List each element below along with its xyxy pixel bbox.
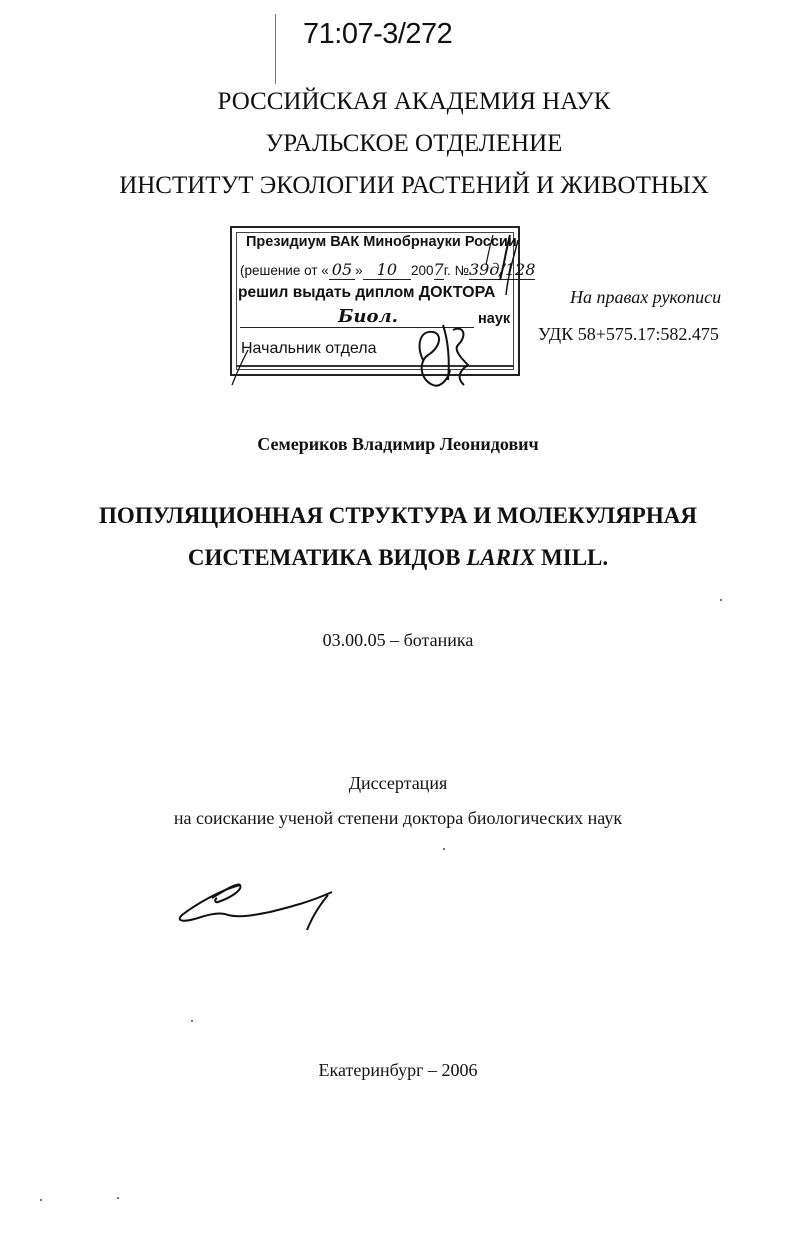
dissertation-title-line1: ПОПУЛЯЦИОННАЯ СТРУКТУРА И МОЛЕКУЛЯРНАЯ	[99, 503, 697, 528]
scan-speck	[720, 599, 722, 601]
city-year: Екатеринбург – 2006	[318, 1060, 478, 1080]
margin-line	[275, 14, 276, 84]
rights-note: На правах рукописи	[570, 287, 722, 307]
stamp-signature-icon	[228, 220, 538, 400]
scan-speck	[40, 1199, 42, 1201]
dissertation-title-line2	[0, 545, 796, 571]
scan-speck	[443, 848, 445, 850]
stamp-diploma-degree: ДОКТОРА	[418, 284, 496, 301]
stamp-diploma-prefix: решил выдать диплом	[238, 284, 419, 301]
stamp-day: 05	[329, 260, 355, 280]
specialty-code: 03.00.05 – ботаника	[322, 630, 474, 650]
stamp-decision-prefix: (решение от «	[240, 263, 329, 278]
stamp-field-suffix: наук	[478, 311, 511, 327]
stamp-year-prefix: 200	[411, 263, 434, 278]
dissertation-degree: на соискание ученой степени доктора биологических наук	[173, 808, 623, 828]
scan-speck	[191, 1020, 193, 1022]
udc-code: УДК 58+575.17:582.475	[538, 324, 719, 344]
scan-speck	[117, 1197, 119, 1199]
title-prefix: СИСТЕМАТИКА ВИДОВ	[187, 545, 467, 570]
stamp-number: 39д/128	[468, 260, 536, 279]
org-branch: УРАЛЬСКОЕ ОТДЕЛЕНИЕ	[265, 130, 563, 157]
stamp-number-label: г. №	[443, 263, 469, 278]
org-academy: РОССИЙСКАЯ АКАДЕМИЯ НАУК	[217, 88, 611, 115]
org-institute: ИНСТИТУТ ЭКОЛОГИИ РАСТЕНИЙ И ЖИВОТНЫХ	[119, 172, 709, 199]
title-genus: LARIX	[466, 545, 536, 570]
author-name: Семериков Владимир Леонидович	[257, 434, 539, 454]
registration-code: 71:07-3/272	[303, 18, 453, 50]
stamp-line-head: Начальник отдела	[241, 340, 377, 357]
stamp-month: 10	[363, 260, 411, 280]
author-signature-icon	[170, 860, 350, 940]
stamp-year-digit: 7	[433, 260, 444, 279]
stamp-line-presidium: Президиум ВАК Минобрнауки России	[246, 234, 517, 250]
stamp-quote-close: »	[355, 263, 363, 278]
stamp-field-handwritten: Биол.	[338, 306, 398, 327]
title-suffix: MILL.	[535, 545, 609, 570]
dissertation-type: Диссертация	[348, 773, 448, 793]
